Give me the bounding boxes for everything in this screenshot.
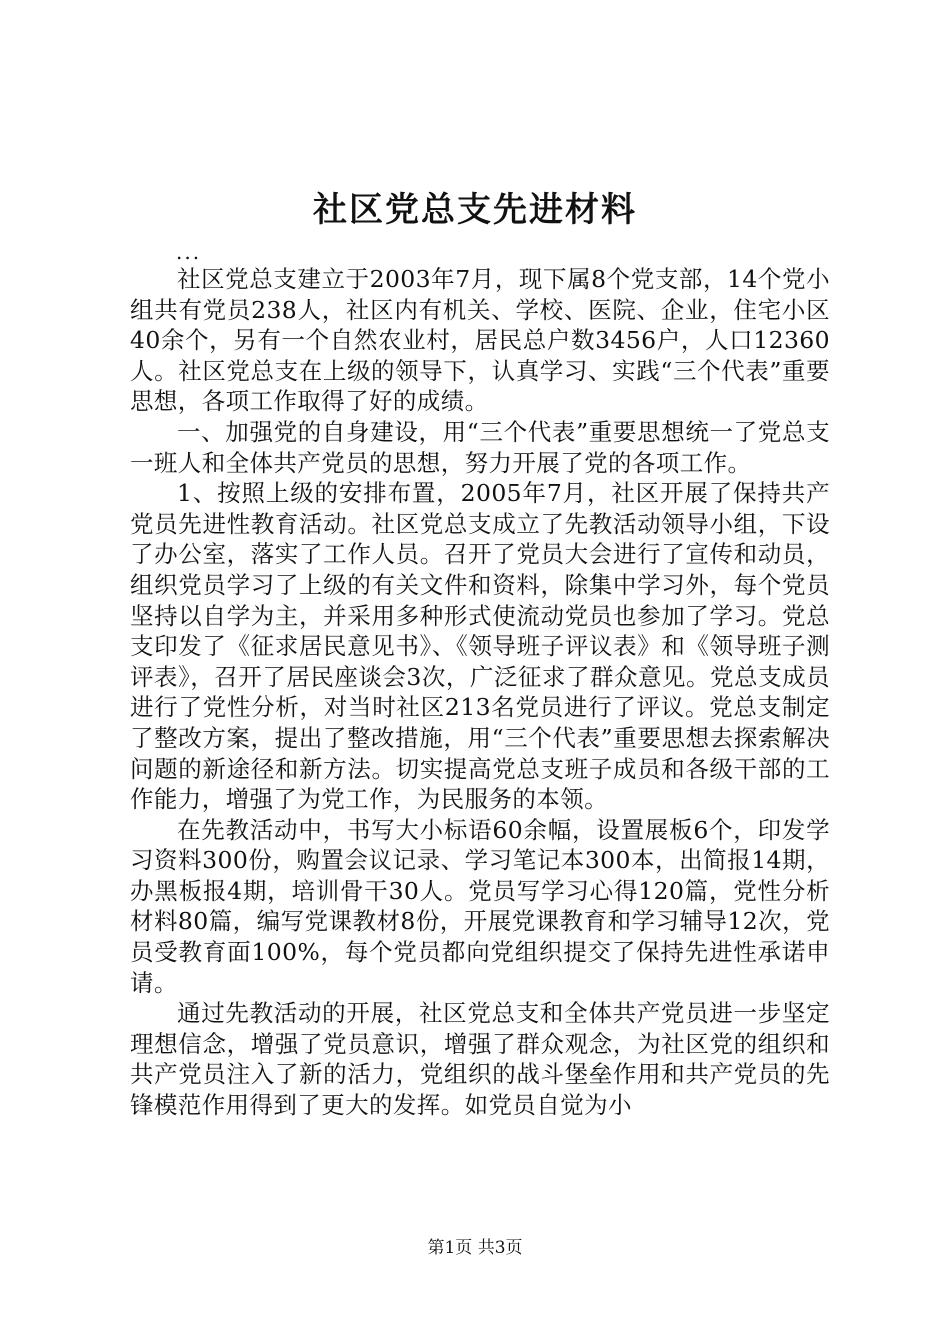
paragraph-outcome: 通过先教活动的开展，社区党总支和全体共产党员进一步坚定理想信念，增强了党员意识，增强了群众观念，为社区党的组织和共产党员注入了新的活力，党组织的战斗堡垒作用和共产党员的先锋模范作用得到了更大的发挥。如党员自觉为小 (130, 999, 830, 1120)
ellipsis-mark: ... (176, 240, 202, 264)
document-body (130, 264, 830, 1121)
paragraph-activity-stats: 在先教活动中，书写大小标语60余幅，设置展板6个，印发学习资料300份，购置会议记录、学习笔记本300本，出简报14期，办黑板报4期，培训骨干30人。党员写学习心得120篇，党性分析材料80篇，编写党课教材8份，开展党课教育和学习辅导12次，党员受教育面100%，每个党员都向党组织提交了保持先进性承诺申请。 (130, 815, 830, 997)
paragraph-item-one: 1、按照上级的安排布置，2005年7月，社区开展了保持共产党员先进性教育活动。社区党总支成立了先教活动领导小组，下设了办公室，落实了工作人员。召开了党员大会进行了宣传和动员，组织党员学习了上级的有关文件和资料，除集中学习外，每个党员坚持以自学为主，并采用多种形式使流动党员也参加了学习。党总支印发了《征求居民意见书》、《领导班子评议表》和《领导班子测评表》，召开了居民座谈会3次，广泛征求了群众意见。党总支成员进行了党性分析，对当时社区213名党员进行了评议。党总支制定了整改方案，提出了整改措施，用“三个代表”重要思想去探索解决问题的新途径和新方法。切实提高党总支班子成员和各级干部的工作能力，增强了为党工作，为民服务的本领。 (130, 479, 830, 814)
page-footer: 第1页 共3页 (427, 1238, 523, 1258)
paragraph-section-one-heading: 一、加强党的自身建设，用“三个代表”重要思想统一了党总支一班人和全体共产党员的思想，努力开展了党的各项工作。 (130, 417, 830, 477)
paragraph-intro: 社区党总支建立于2003年7月，现下属8个党支部，14个党小组共有党员238人，社区内有机关、学校、医院、企业，住宅小区40余个，另有一个自然农业村，居民总户数3456户，人口12360人。社区党总支在上级的领导下，认真学习、实践“三个代表”重要思想，各项工作取得了好的成绩。 (130, 265, 830, 416)
document-title: 社区党总支先进材料 (313, 190, 637, 230)
